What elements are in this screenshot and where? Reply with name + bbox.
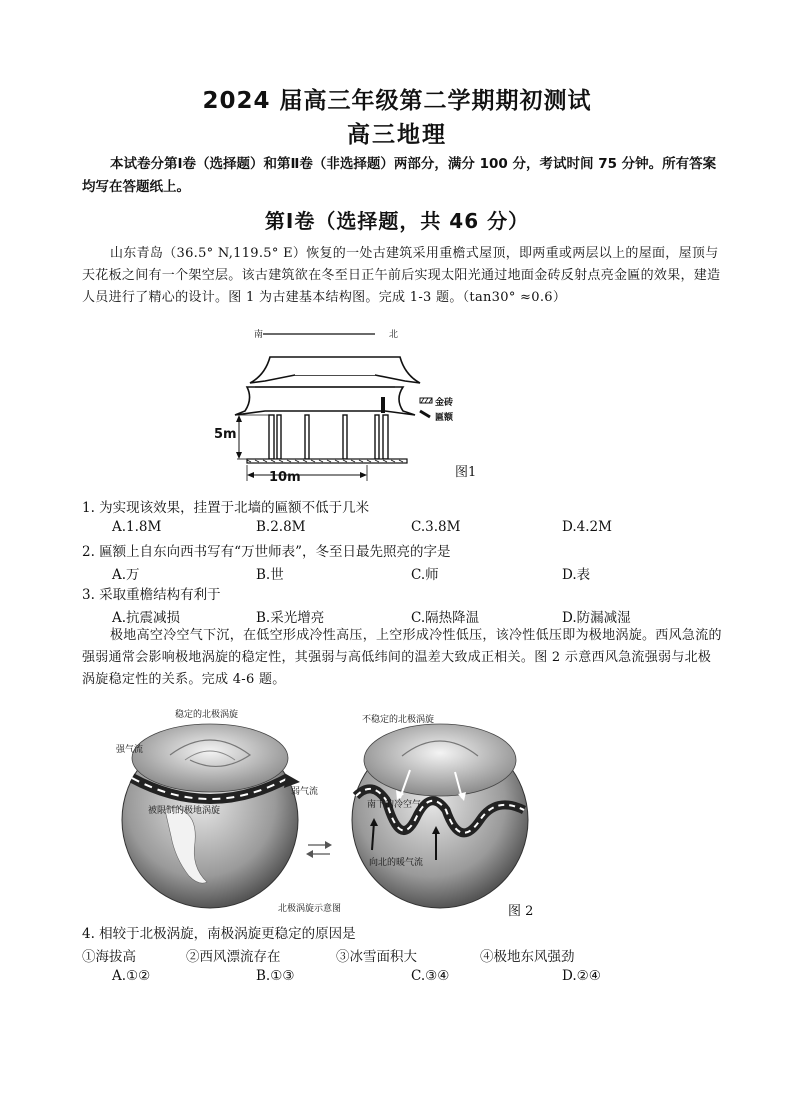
fig1-north-label: 北 xyxy=(389,330,399,340)
question-4-option-c: C.③④ xyxy=(411,968,450,984)
question-1-option-b: B.2.8M xyxy=(256,519,306,535)
fig2-weak-flow-label: 弱气流 xyxy=(291,787,319,797)
section-title: 第Ⅰ卷（选择题，共 46 分） xyxy=(264,209,530,233)
fig1-legend-plaque: 匾额 xyxy=(435,413,454,423)
fig2-confined-vortex-label: 被限制的极地涡旋 xyxy=(148,806,221,816)
exam-title: 2024 届高三年级第二学期期初测试 xyxy=(202,88,592,114)
fig2-south-cold-air-label: 南下的冷空气 xyxy=(367,800,422,810)
exam-instructions: 本试卷分第Ⅰ卷（选择题）和第Ⅱ卷（非选择题）两部分，满分 100 分，考试时间 75 分钟。所有答案均写在答题纸上。 xyxy=(82,156,717,195)
fig2-stable-title: 稳定的北极涡旋 xyxy=(175,710,239,720)
question-2-option-d: D.表 xyxy=(562,567,591,583)
fig1-height-label: 5m xyxy=(214,427,237,442)
question-4-option-b: B.①③ xyxy=(256,968,295,984)
question-3-stem: 3. 采取重檐结构有利于 xyxy=(82,587,221,603)
question-3-option-b: B.采光增亮 xyxy=(256,610,325,626)
figure-1-building-diagram xyxy=(225,325,525,490)
fig2-diagram-caption: 北极涡旋示意图 xyxy=(278,904,342,914)
question-4-factor-1: ①海拔高 xyxy=(82,949,136,965)
question-2-option-b: B.世 xyxy=(256,567,284,583)
question-4-stem: 4. 相较于北极涡旋，南极涡旋更稳定的原因是 xyxy=(82,926,356,942)
fig1-width-label: 10m xyxy=(269,470,301,485)
question-3-option-a: A.抗震减损 xyxy=(112,610,181,626)
fig2-unstable-title: 不稳定的北极涡旋 xyxy=(362,715,435,725)
passage-1: 山东青岛（36.5° N,119.5° E）恢复的一处古建筑采用重檐式屋顶，即两重或两层以上的屋面，屋顶与天花板之间有一个架空层。该古建筑欲在冬至日正午前后实现太阳光通过地面金砖反射点亮金匾的效果，建造人员进行了精心的设计。图 1 为古建基本结构图。完成 1-3 题。（tan30° ≈0.6） xyxy=(82,246,721,305)
fig1-legend-brick: 金砖 xyxy=(435,398,454,408)
question-2-option-a: A.万 xyxy=(112,567,140,583)
question-4-factor-4: ④极地东风强劲 xyxy=(480,949,575,965)
question-4-factor-3: ③冰雪面积大 xyxy=(336,949,417,965)
question-4-option-d: D.②④ xyxy=(562,968,601,984)
question-1-stem: 1. 为实现该效果，挂置于北墙的匾额不低于几米 xyxy=(82,500,370,516)
exam-subtitle: 高三地理 xyxy=(347,122,447,148)
question-1-option-d: D.4.2M xyxy=(562,519,612,535)
question-1-option-c: C.3.8M xyxy=(411,519,461,535)
question-4-option-a: A.①② xyxy=(112,968,151,984)
question-4-factor-2: ②西风漂流存在 xyxy=(186,949,281,965)
question-2-option-c: C.师 xyxy=(411,567,439,583)
question-1-option-a: A.1.8M xyxy=(112,519,162,535)
question-3-option-d: D.防漏减湿 xyxy=(562,610,631,626)
fig2-north-warm-air-label: 向北的暖气流 xyxy=(369,858,424,868)
fig1-south-label: 南 xyxy=(254,330,264,340)
question-2-stem: 2. 匾额上自东向西书写有“万世师表”，冬至日最先照亮的字是 xyxy=(82,544,451,560)
fig2-strong-flow-label: 强气流 xyxy=(116,745,144,755)
fig2-caption: 图 2 xyxy=(508,904,534,919)
question-3-option-c: C.隔热降温 xyxy=(411,610,480,626)
passage-2: 极地高空冷空气下沉，在低空形成冷性高压，上空形成冷性低压，该冷性低压即为极地涡旋。西风急流的强弱通常会影响极地涡旋的稳定性，其强弱与高低纬间的温差大致成正相关。图 2 示意西风急流强弱与北极涡旋稳定性的关系。完成 4-6 题。 xyxy=(82,628,722,687)
fig1-caption: 图1 xyxy=(455,465,477,480)
